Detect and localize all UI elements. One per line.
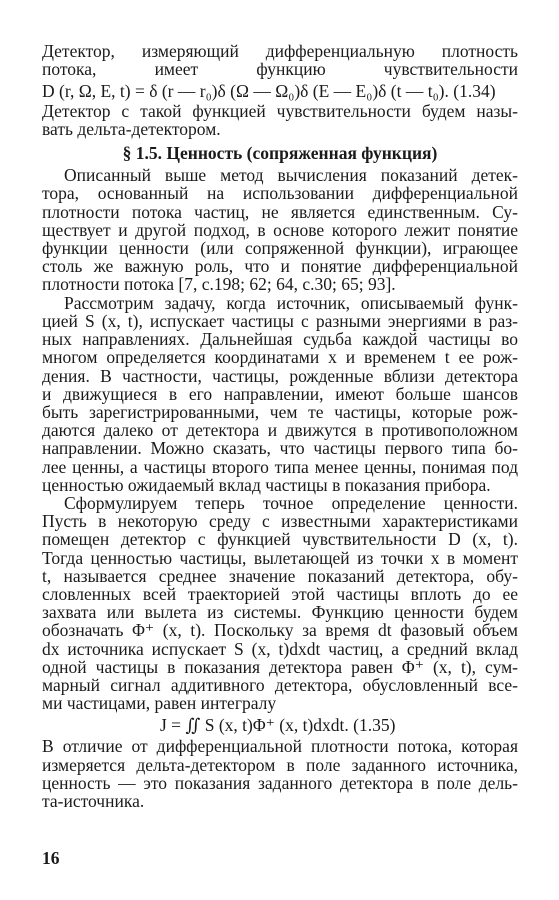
text-line: Рассмотрим задачу, когда источник, описываемый функ- <box>64 293 518 313</box>
text-line: словленных всей траекторией этой частицы вплоть до ее <box>42 584 518 604</box>
text-line: ных направлениях. Дальнейшая судьба каждой частицы во <box>42 329 518 349</box>
text-line: ществует и другой подход, в основе которого лежит понятие <box>42 220 518 240</box>
text-line: та-источника. <box>42 791 145 811</box>
section-heading: § 1.5. Ценность (сопряженная функция) <box>122 143 438 163</box>
page-number: 16 <box>42 848 60 868</box>
text-line: ценностью ожидаемый вклад частицы в показания прибора. <box>42 475 491 495</box>
text-line: тора, основанный на использовании дифференциальной <box>42 183 518 203</box>
text-line: многом определяется координатами x и временем t ее рож- <box>42 347 518 367</box>
text-line: плотности потока [7, с.198; 62; 64, с.30; 65; 93]. <box>42 274 396 294</box>
text-line: и движущиеся в его направлении, имеют больше шансов <box>42 384 518 404</box>
text-line: захвата или вылета из системы. Функцию ценности будем <box>42 602 518 622</box>
text-line: Детектор, измеряющий дифференциальную плотность <box>42 41 518 61</box>
text-line: даются далеко от детектора и движутся в противоположном <box>42 420 518 440</box>
text-line: В отличие от дифференциальной плотности потока, которая <box>42 736 518 756</box>
text-line: t, называется среднее значение показаний детектора, обу- <box>42 566 518 586</box>
text-line: Детектор с такой функцией чувствительности будем назы- <box>42 101 518 121</box>
text-line: марный сигнал аддитивного детектора, обусловленный все- <box>42 675 518 695</box>
text-line: плотности потока частиц, не является единственным. Су- <box>42 202 518 222</box>
text-line: ми частицами, равен интегралу <box>42 693 277 713</box>
text-line: вать дельта-детектором. <box>42 119 221 139</box>
text-line: быть зарегистрированными, чем те частицы, которые рож- <box>42 402 518 422</box>
text-line: одной частицы в показания детектора равен Φ⁺ (x, t), сум- <box>42 657 518 677</box>
equation-1-34: D (r, Ω, E, t) = δ (r — r₀)δ (Ω — Ω₀)δ (E — E₀)δ (t — t₀). (1.34) <box>42 81 496 101</box>
text-line: измеряется дельта-детектором в поле заданного источника, <box>42 755 518 775</box>
text-line: лее ценны, а частицы второго типа менее ценны, понимая под <box>42 457 518 477</box>
text-line: помещен детектор с функцией чувствительности D (x, t). <box>42 529 518 549</box>
text-line: dx источника испускает S (x, t)dxdt частиц, а средний вклад <box>42 639 518 659</box>
equation-1-35: J = ∬ S (x, t)Φ⁺ (x, t)dxdt. (1.35) <box>160 715 396 735</box>
text-line: Пусть в некоторую среду с известными характеристиками <box>42 511 518 531</box>
text-line: потока, имеет функцию чувствительности <box>42 59 518 79</box>
text-line: обозначать Φ⁺ (x, t). Поскольку за время dt фазовый объем <box>42 620 518 640</box>
text-line: столь же важную роль, что и понятие дифференциальной <box>42 256 518 276</box>
text-line: цией S (x, t), испускает частицы с разными энергиями в раз- <box>42 311 518 331</box>
text-line: дения. В частности, частицы, рожденные вблизи детектора <box>42 366 518 386</box>
text-line: функции ценности (или сопряженной функции), играющее <box>42 238 518 258</box>
text-line: ценность — это показания заданного детектора в поле дель- <box>42 773 518 793</box>
text-line: направлении. Можно сказать, что частицы первого типа бо- <box>42 438 518 458</box>
text-line: Описанный выше метод вычисления показаний детек- <box>64 165 518 185</box>
text-line: Тогда ценностью частицы, вылетающей из точки x в момент <box>42 548 518 568</box>
text-line: Сформулируем теперь точное определение ценности. <box>64 493 518 513</box>
